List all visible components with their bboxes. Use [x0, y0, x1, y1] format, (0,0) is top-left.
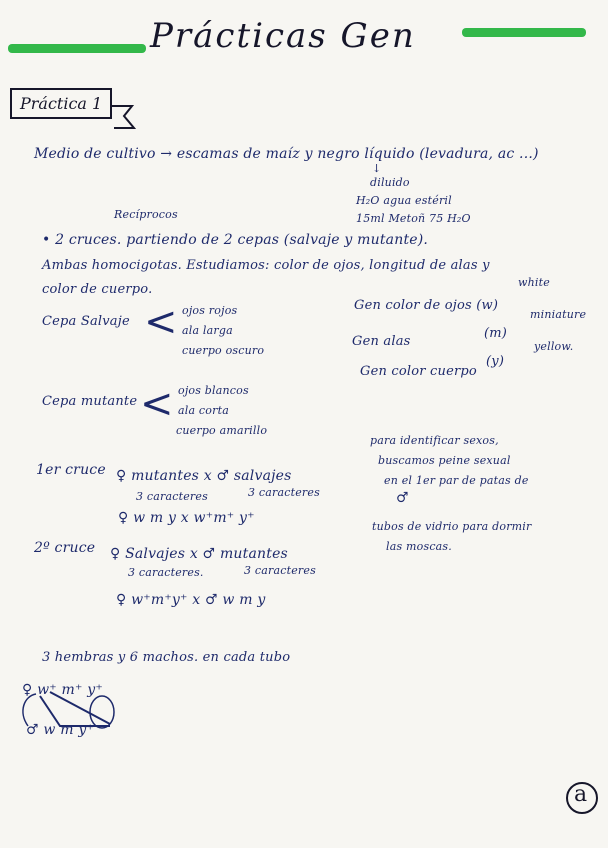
mutant-trait: ala corta	[178, 404, 229, 417]
gene-body-symbol: (y)	[486, 354, 505, 369]
gene-wing-note: miniature	[530, 308, 587, 321]
wild-trait: cuerpo oscuro	[182, 344, 265, 357]
brace-icon: <	[140, 381, 174, 427]
tubes-line: las moscas.	[386, 540, 452, 553]
cross-2-genotype: ♀ w⁺m⁺y⁺ x ♂ w m y	[116, 592, 266, 608]
cross-1-sub-right: 3 caracteres	[248, 486, 320, 499]
wild-trait: ojos rojos	[182, 304, 238, 317]
sexing-line: en el 1er par de patas de	[384, 474, 529, 487]
gene-eye-note: white	[518, 276, 550, 289]
brace-icon: <	[144, 299, 178, 345]
mutant-strain-label: Cepa mutante	[42, 394, 138, 409]
sexing-line: ♂	[396, 490, 409, 506]
medium-line: Medio de cultivo → escamas de maíz y negro líquido (levadura, ac ...)	[34, 146, 539, 162]
mutant-trait: cuerpo amarillo	[176, 424, 268, 437]
cross-1-label: 1er cruce	[36, 462, 106, 478]
doodle-bottom: ♂ w m y⁺	[26, 722, 95, 738]
section-label: Práctica 1	[10, 88, 112, 119]
sexing-line: buscamos peine sexual	[378, 454, 511, 467]
cross-1-genotype: ♀ w m y x w⁺m⁺ y⁺	[118, 510, 255, 526]
wild-trait: ala larga	[182, 324, 233, 337]
mutant-trait: ojos blancos	[178, 384, 249, 397]
gene-wing-symbol: (m)	[484, 326, 508, 341]
highlight-right	[462, 28, 586, 37]
cross-2-sub-right: 3 caracteres	[244, 564, 316, 577]
cross-1-line: ♀ mutantes x ♂ salvajes	[116, 468, 292, 484]
doodle-top: ♀ w⁺ m⁺ y⁺	[22, 682, 103, 698]
gene-body-note: yellow.	[534, 340, 574, 353]
highlight-left	[8, 44, 146, 53]
intro-line-1: • 2 cruces. partiendo de 2 cepas (salvaje y mutante).	[42, 232, 429, 248]
intro-line-2: Ambas homocigotas. Estudiamos: color de ojos, longitud de alas y	[42, 258, 490, 273]
cross-2-label: 2º cruce	[34, 540, 96, 556]
count-line: 3 hembras y 6 machos. en cada tubo	[42, 650, 291, 665]
intro-line-3: color de cuerpo.	[42, 282, 153, 297]
cross-1-sub-left: 3 caracteres	[136, 490, 208, 503]
gene-eye: Gen color de ojos (w)	[354, 298, 499, 313]
reciprocal-note: Recíprocos	[114, 208, 178, 221]
arrow-down-icon: ↓	[372, 162, 382, 175]
wild-strain-label: Cepa Salvaje	[42, 314, 130, 329]
gene-wing: Gen alas	[352, 334, 411, 349]
page-title: Prácticas Gen	[150, 16, 416, 56]
cross-2-sub-left: 3 caracteres.	[128, 566, 204, 579]
medium-note-1: H₂O agua estéril	[356, 194, 452, 207]
medium-arrow-note: diluido	[370, 176, 410, 189]
page-number: a	[574, 782, 588, 807]
ribbon-icon	[112, 102, 136, 132]
sexing-line: para identificar sexos,	[370, 434, 499, 447]
medium-note-2: 15ml Metoñ 75 H₂O	[356, 212, 471, 225]
tubes-line: tubos de vidrio para dormir	[372, 520, 532, 533]
gene-body: Gen color cuerpo	[360, 364, 477, 379]
cross-2-line: ♀ Salvajes x ♂ mutantes	[110, 546, 288, 562]
